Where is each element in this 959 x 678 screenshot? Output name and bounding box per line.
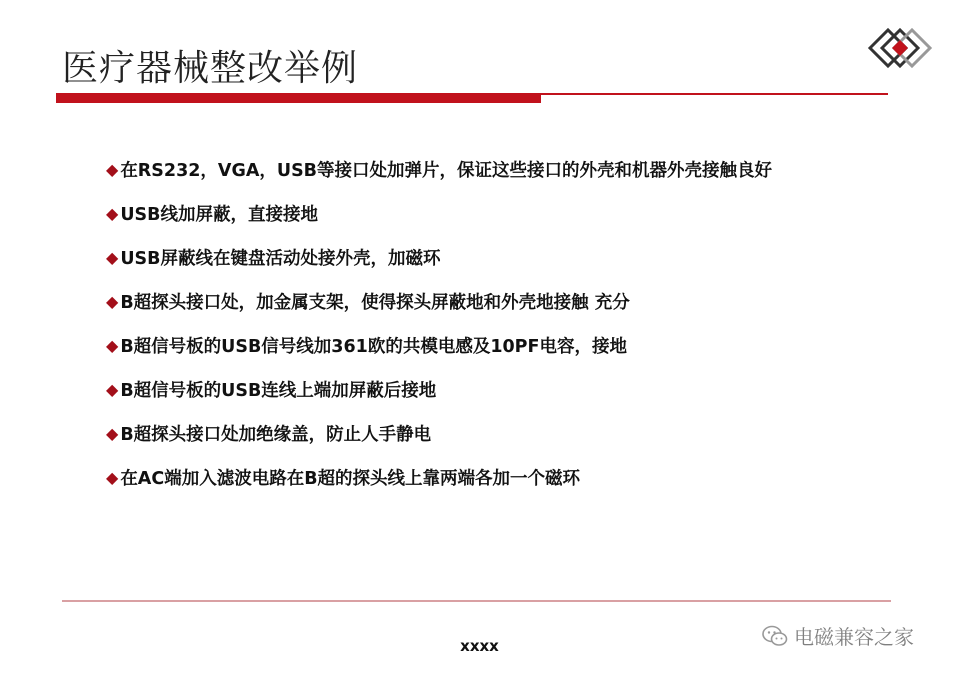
bullet-text: B超探头接口处，加金属支架，使得探头屏蔽地和外壳地接触 充分 bbox=[120, 293, 630, 313]
footer-text: xxxx bbox=[460, 637, 499, 655]
title-underline-bar bbox=[56, 93, 541, 103]
diamond-bullet-icon: ◆ bbox=[106, 380, 119, 399]
bullet-item bbox=[106, 422, 836, 447]
watermark bbox=[762, 621, 914, 650]
slide-title: 医疗器械整改举例 bbox=[62, 48, 359, 89]
watermark-text: 电磁兼容之家 bbox=[794, 625, 914, 649]
bullet-item bbox=[106, 202, 836, 227]
bullet-text: B超探头接口处加绝缘盖，防止人手静电 bbox=[120, 425, 432, 445]
diamond-bullet-icon: ◆ bbox=[106, 204, 119, 223]
footer-divider bbox=[62, 600, 891, 602]
wechat-icon bbox=[762, 625, 788, 647]
bullet-item bbox=[106, 466, 836, 491]
bullet-item bbox=[106, 334, 836, 359]
bullet-item bbox=[106, 378, 836, 403]
diamond-bullet-icon: ◆ bbox=[106, 468, 119, 487]
bullet-text: B超信号板的USB信号线加361欧的共模电感及10PF电容，接地 bbox=[120, 337, 627, 357]
bullet-text: USB线加屏蔽，直接接地 bbox=[120, 205, 318, 225]
bullet-text: B超信号板的USB连线上端加屏蔽后接地 bbox=[120, 381, 437, 401]
bullet-text: USB屏蔽线在键盘活动处接外壳，加磁环 bbox=[120, 249, 441, 269]
diamond-bullet-icon: ◆ bbox=[106, 292, 119, 311]
diamond-bullet-icon: ◆ bbox=[106, 248, 119, 267]
diamond-logo-icon bbox=[848, 18, 940, 78]
bullet-text: 在AC端加入滤波电路在B超的探头线上靠两端各加一个磁环 bbox=[120, 469, 581, 489]
bullet-item bbox=[106, 246, 836, 271]
bullet-text: 在RS232，VGA，USB等接口处加弹片，保证这些接口的外壳和机器外壳接触良好 bbox=[120, 161, 773, 181]
bullet-list bbox=[106, 158, 836, 510]
bullet-item bbox=[106, 158, 836, 183]
diamond-bullet-icon: ◆ bbox=[106, 424, 119, 443]
diamond-bullet-icon: ◆ bbox=[106, 336, 119, 355]
bullet-item bbox=[106, 290, 836, 315]
title-underline-line bbox=[541, 93, 888, 95]
diamond-bullet-icon: ◆ bbox=[106, 160, 119, 179]
